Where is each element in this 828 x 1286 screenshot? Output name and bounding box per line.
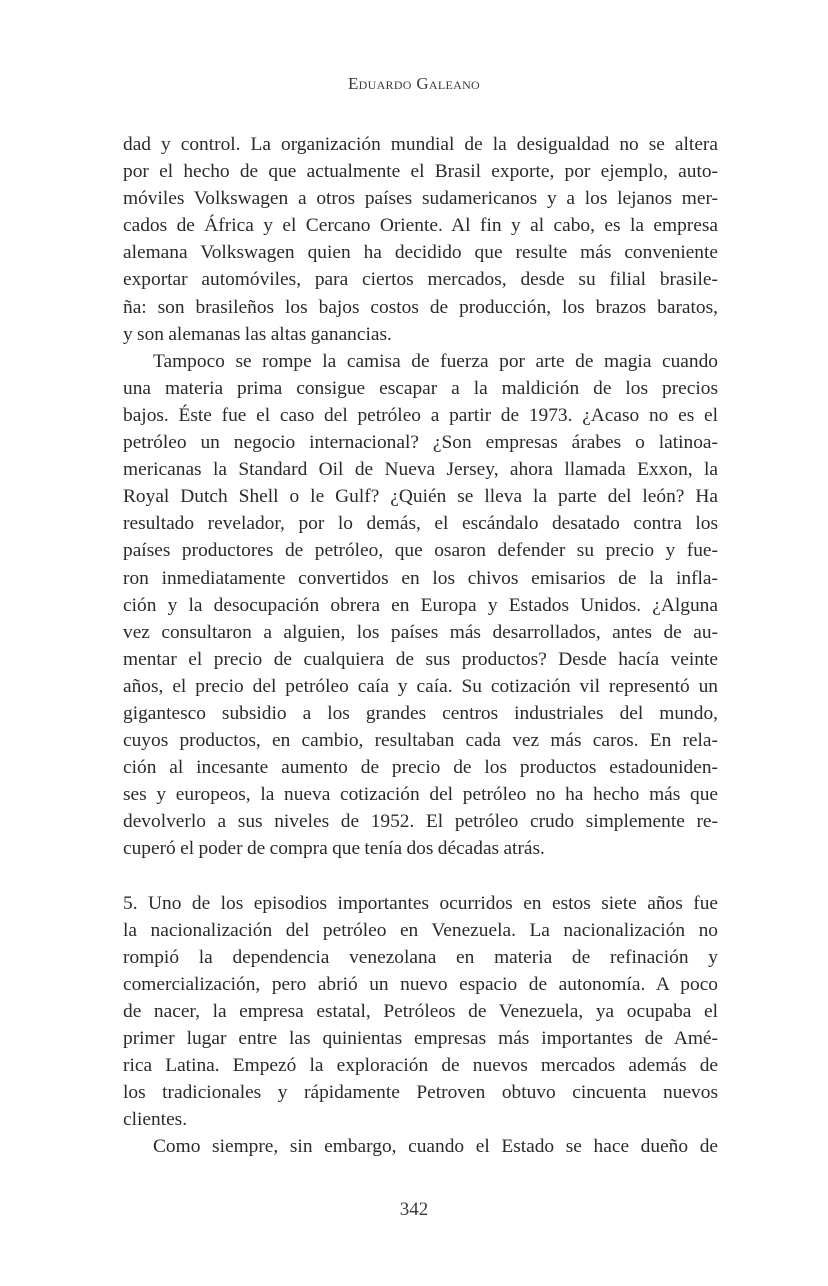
text-line: bajos. Éste fue el caso del petróleo a partir de 1973. ¿Acaso no es el (123, 404, 718, 426)
text-line: la nacionalización del petróleo en Venezuela. La nacionalización no (123, 919, 718, 941)
text-line: años, el precio del petróleo caía y caía. Su cotización vil representó un (123, 675, 718, 697)
text-line: clientes. (123, 1109, 188, 1131)
text-line: países productores de petróleo, que osaron defender su precio y fue- (123, 540, 718, 562)
text-line: ción y la desocupación obrera en Europa y Estados Unidos. ¿Alguna (123, 594, 718, 616)
section-break (123, 863, 718, 890)
paragraph (123, 348, 718, 863)
text-line: devolverlo a sus niveles de 1952. El petróleo crudo simplemente re- (123, 811, 718, 833)
text-line: los tradicionales y rápidamente Petroven obtuvo cincuenta nuevos (123, 1082, 718, 1104)
paragraph (123, 1133, 718, 1160)
text-line: gigantesco subsidio a los grandes centros industriales del mundo, (123, 702, 718, 724)
page-number: 342 (399, 1199, 429, 1220)
running-head: Eduardo Galeano (347, 74, 481, 93)
body-text (123, 131, 718, 1161)
text-line: ses y europeos, la nueva cotización del petróleo no ha hecho más que (123, 784, 718, 806)
text-line: cados de África y el Cercano Oriente. Al fin y al cabo, es la empresa (123, 215, 718, 237)
text-line: Royal Dutch Shell o le Gulf? ¿Quién se lleva la parte del león? Ha (123, 486, 718, 508)
text-line: rica Latina. Empezó la exploración de nuevos mercados además de (123, 1055, 718, 1077)
text-line: vez consultaron a alguien, los países más desarrollados, antes de au- (123, 621, 718, 643)
text-line: petróleo un negocio internacional? ¿Son empresas árabes o latinoa- (123, 432, 718, 454)
text-line: primer lugar entre las quinientas empresas más importantes de Amé- (123, 1028, 718, 1050)
text-line: y son alemanas las altas ganancias. (123, 323, 392, 345)
text-line: dad y control. La organización mundial de la desigualdad no se altera (123, 134, 718, 155)
paragraph (123, 131, 718, 348)
text-line: Como siempre, sin embargo, cuando el Estado se hace dueño de (153, 1136, 718, 1158)
text-line: cuperó el poder de compra que tenía dos décadas atrás. (123, 838, 545, 860)
text-line: alemana Volkswagen quien ha decidido que resulte más conveniente (123, 242, 718, 264)
text-line: 5. Uno de los episodios importantes ocurridos en estos siete años fue (123, 892, 718, 914)
text-line: de nacer, la empresa estatal, Petróleos de Venezuela, ya ocupaba el (123, 1001, 718, 1022)
text-line: mentar el precio de cualquiera de sus productos? Desde hacía veinte (123, 648, 718, 670)
text-line: ción al incesante aumento de precio de los productos estadouniden- (123, 757, 718, 779)
text-line: por el hecho de que actualmente el Brasil exporte, por ejemplo, auto- (123, 161, 718, 183)
text-line: resultado revelador, por lo demás, el escándalo desatado contra los (123, 513, 718, 535)
text-line: una materia prima consigue escapar a la maldición de los precios (123, 377, 718, 399)
text-line: comercialización, pero abrió un nuevo espacio de autonomía. A poco (123, 973, 718, 995)
text-line: rompió la dependencia venezolana en materia de refinación y (123, 946, 718, 968)
text-line: ron inmediatamente convertidos en los chivos emisarios de la infla- (123, 567, 718, 589)
text-line: móviles Volkswagen a otros países sudamericanos y a los lejanos mer- (123, 188, 718, 210)
text-line: cuyos productos, en cambio, resultaban cada vez más caros. En rela- (123, 730, 718, 752)
text-line: Tampoco se rompe la camisa de fuerza por arte de magia cuando (153, 350, 718, 372)
text-line: exportar automóviles, para ciertos mercados, desde su filial brasile- (123, 269, 718, 291)
paragraph (123, 890, 718, 1134)
text-line: ña: son brasileños los bajos costos de producción, los brazos baratos, (123, 296, 718, 318)
text-line: mericanas la Standard Oil de Nueva Jersey, ahora llamada Exxon, la (123, 459, 718, 481)
